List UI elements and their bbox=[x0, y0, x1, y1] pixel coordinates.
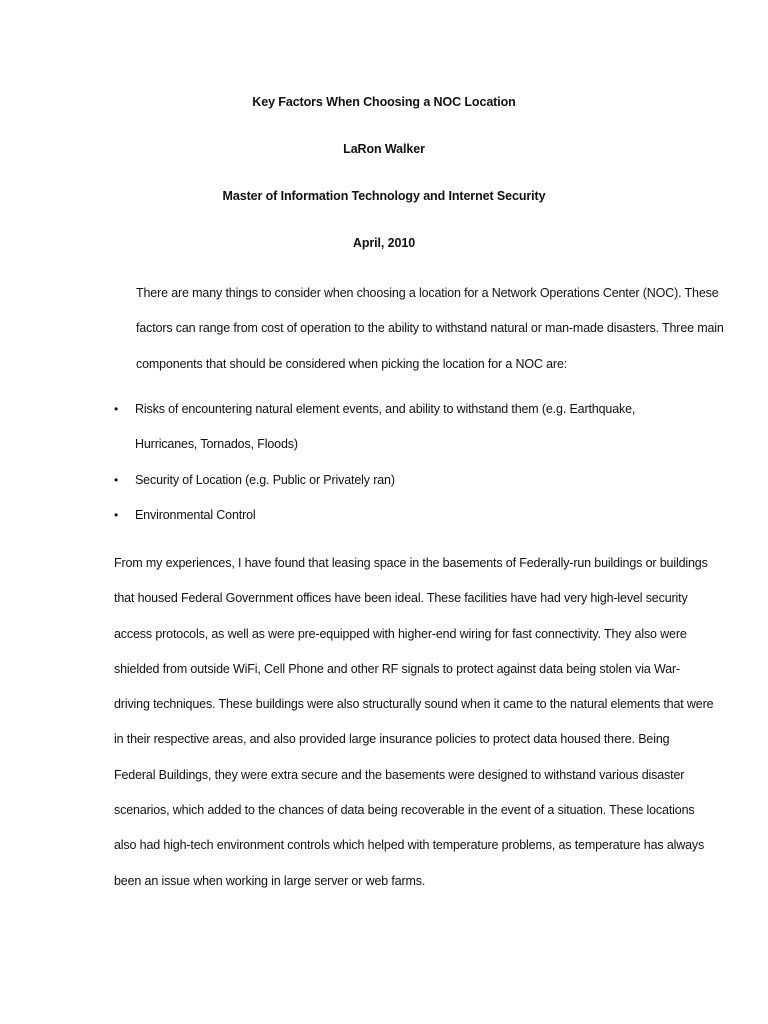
list-item bbox=[0, 463, 695, 498]
paragraph-intro-text: There are many things to consider when choosing a location for a Network Operations Center (NOC). These factors can range from cost of operation to the ability to withstand natural or man-made disasters. Three main components that should be considered when picking the location for a NOC are: bbox=[136, 286, 724, 371]
bullet-text: Risks of encountering natural element events, and ability to withstand them (e.g. Earthquake, Hurricanes, Tornados, Floods) bbox=[135, 402, 636, 452]
paragraph-experience bbox=[90, 546, 714, 899]
bullet-icon: • bbox=[114, 402, 119, 416]
document-date: April, 2010 bbox=[352, 236, 416, 250]
bullet-text: Security of Location (e.g. Public or Privately ran) bbox=[135, 472, 395, 487]
paragraph-intro bbox=[90, 276, 736, 382]
document-title: Key Factors When Choosing a NOC Location bbox=[252, 95, 516, 109]
document-author: LaRon Walker bbox=[343, 142, 425, 156]
bullet-icon: • bbox=[114, 507, 119, 522]
bullet-list bbox=[0, 392, 768, 533]
bullet-text: Environmental Control bbox=[135, 507, 256, 522]
bullet-icon: • bbox=[114, 472, 119, 487]
document-program: Master of Information Technology and Internet Security bbox=[222, 189, 546, 203]
paragraph-experience-text: From my experiences, I have found that leasing space in the basements of Federally-run buildings or buildings that housed Federal Government offices have been ideal. These facilities have had very high-level security access protocols, as well as were pre-equipped with higher-end wiring for fast connectivity. They also were shielded from outside WiFi, Cell Phone and other RF signals to protect against data being stolen via War-driving techniques. These buildings were also structurally sound when it came to the natural elements that were in their respective areas, and also provided large insurance policies to protect data housed there. Being Federal Buildings, they were extra secure and the basements were designed to withstand various disaster scenarios, which added to the chances of data being recoverable in the event of a situation. These locations also had high-tech environment controls which helped with temperature problems, as temperature has always been an issue when working in large server or web farms. bbox=[114, 556, 714, 888]
list-item bbox=[0, 498, 695, 533]
list-item bbox=[0, 392, 695, 463]
